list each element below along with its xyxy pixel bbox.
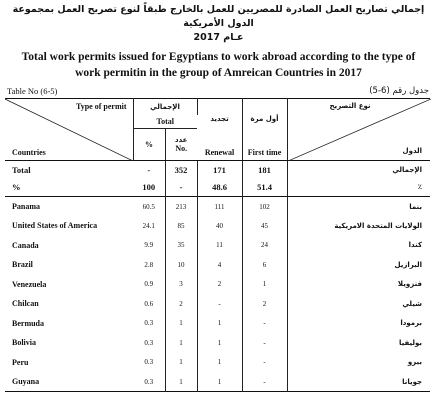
- first-time-cell: -: [242, 372, 287, 392]
- country-name-ar: كندا: [408, 241, 423, 250]
- table-row: [5, 255, 430, 275]
- country-name-ar: شيلي: [402, 299, 423, 308]
- renewal-cell: 1: [197, 333, 242, 353]
- renewal-cell: 2: [197, 275, 242, 295]
- first-time-cell: 102: [242, 197, 287, 217]
- first-time-cell: 1: [242, 275, 287, 295]
- country-name-ar: بيرو: [407, 358, 423, 367]
- percent-header: %: [133, 129, 165, 161]
- type-of-permit-ar-label: نوع التصريح: [329, 102, 371, 110]
- number-ar-label: عدد: [175, 136, 188, 144]
- table-row: [5, 236, 430, 256]
- number-cell: 1: [165, 353, 197, 373]
- country-name: Peru: [12, 357, 29, 367]
- table-row: [5, 275, 430, 295]
- country-name: Chilcan: [12, 299, 39, 309]
- country-name: Panama: [12, 202, 40, 211]
- country-name-ar: الولايات المتحدة الامريكية: [334, 221, 423, 230]
- arabic-title-line2: عـام 2017: [193, 32, 244, 43]
- number-cell: 3: [165, 275, 197, 295]
- arabic-title-line1: إجمالي تصاريح العمل الصادرة للمصريين للعمل بالخارج طبقاً لنوع تصريح العمل بمجموعة الدول الأمريكية: [12, 4, 425, 29]
- renewal-cell: 4: [197, 255, 242, 275]
- percent-cell: 0.3: [133, 372, 165, 392]
- total-ar-label: الإجمالي: [150, 102, 180, 111]
- percent-cell: 9.9: [133, 236, 165, 256]
- country-name: Guyana: [12, 377, 40, 386]
- renewal-cell: 1: [197, 372, 242, 392]
- number-cell: 1: [165, 372, 197, 392]
- table-row: [5, 333, 430, 353]
- country-name-ar: البرازيل: [394, 260, 423, 269]
- type-of-permit-label: Type of permit: [75, 102, 127, 111]
- total-label: Total: [133, 115, 197, 129]
- first-time-cell: 45: [242, 216, 287, 236]
- country-name-ar: بنما: [409, 202, 423, 211]
- arabic-title: [8, 3, 429, 45]
- percent-cell: 60.5: [133, 197, 165, 217]
- header-stub-en: [5, 99, 133, 161]
- table-row: [5, 372, 430, 392]
- number-cell: 85: [165, 216, 197, 236]
- number-cell: 10: [165, 255, 197, 275]
- table-row: [5, 197, 430, 217]
- country-name: Venezuela: [12, 279, 47, 289]
- renewal-cell: -: [197, 294, 242, 314]
- table-row: [5, 294, 430, 314]
- percent-cell: 24.1: [133, 216, 165, 236]
- number-label: No.: [175, 144, 188, 153]
- total-row: Total - 352 171 181 الإجمالي: [5, 161, 430, 179]
- percent-cell: 0.6: [133, 294, 165, 314]
- number-cell: 213: [165, 197, 197, 217]
- renewal-cell: 111: [197, 197, 242, 217]
- table-number-ar: جدول رقم (6-5): [369, 86, 429, 96]
- country-name: Bermuda: [12, 318, 44, 328]
- first-time-cell: -: [242, 314, 287, 334]
- country-name-ar: برمودا: [400, 319, 423, 328]
- countries-ar-label: الدول: [402, 147, 423, 155]
- renewal-cell: 11: [197, 236, 242, 256]
- country-name: United States of America: [12, 221, 98, 231]
- renewal-ar-label: تجديد: [210, 115, 229, 123]
- english-title: [6, 49, 431, 81]
- percent-cell: 2.8: [133, 255, 165, 275]
- first-time-cell: 24: [242, 236, 287, 256]
- first-time-label: First time: [247, 148, 282, 157]
- percent-cell: 0.3: [133, 314, 165, 334]
- renewal-cell: 40: [197, 216, 242, 236]
- permits-table: [5, 98, 430, 392]
- country-name: Brazil: [12, 260, 33, 270]
- table-row: [5, 353, 430, 373]
- first-time-cell: -: [242, 353, 287, 373]
- country-name: Canada: [12, 240, 39, 250]
- first-time-cell: 2: [242, 294, 287, 314]
- percent-cell: 0.9: [133, 275, 165, 295]
- table-row: [5, 314, 430, 334]
- english-title-line2: work permitin in the group of Amreican Countries in 2017: [75, 67, 362, 79]
- number-cell: 1: [165, 333, 197, 353]
- country-name-ar: بوليفيا: [398, 338, 423, 347]
- number-cell: 35: [165, 236, 197, 256]
- first-time-ar-label: أول مرة: [250, 115, 279, 123]
- percent-row: % 100 - 48.6 51.4 ٪: [5, 179, 430, 197]
- number-cell: 2: [165, 294, 197, 314]
- renewal-cell: 1: [197, 353, 242, 373]
- country-name-ar: فنزويلا: [397, 280, 423, 289]
- country-name: Bolivia: [12, 338, 37, 348]
- table-row: [5, 216, 430, 236]
- number-cell: 1: [165, 314, 197, 334]
- countries-label: Countries: [12, 148, 46, 157]
- country-name-ar: جويانا: [402, 377, 423, 386]
- english-title-line1: Total work permits issued for Egyptians to work abroad according to the type of: [21, 51, 416, 63]
- table-number-en: Table No (6-5): [7, 86, 58, 96]
- renewal-cell: 1: [197, 314, 242, 334]
- first-time-cell: -: [242, 333, 287, 353]
- renewal-label: Renewal: [204, 148, 235, 157]
- percent-cell: 0.3: [133, 333, 165, 353]
- first-time-cell: 6: [242, 255, 287, 275]
- percent-cell: 0.3: [133, 353, 165, 373]
